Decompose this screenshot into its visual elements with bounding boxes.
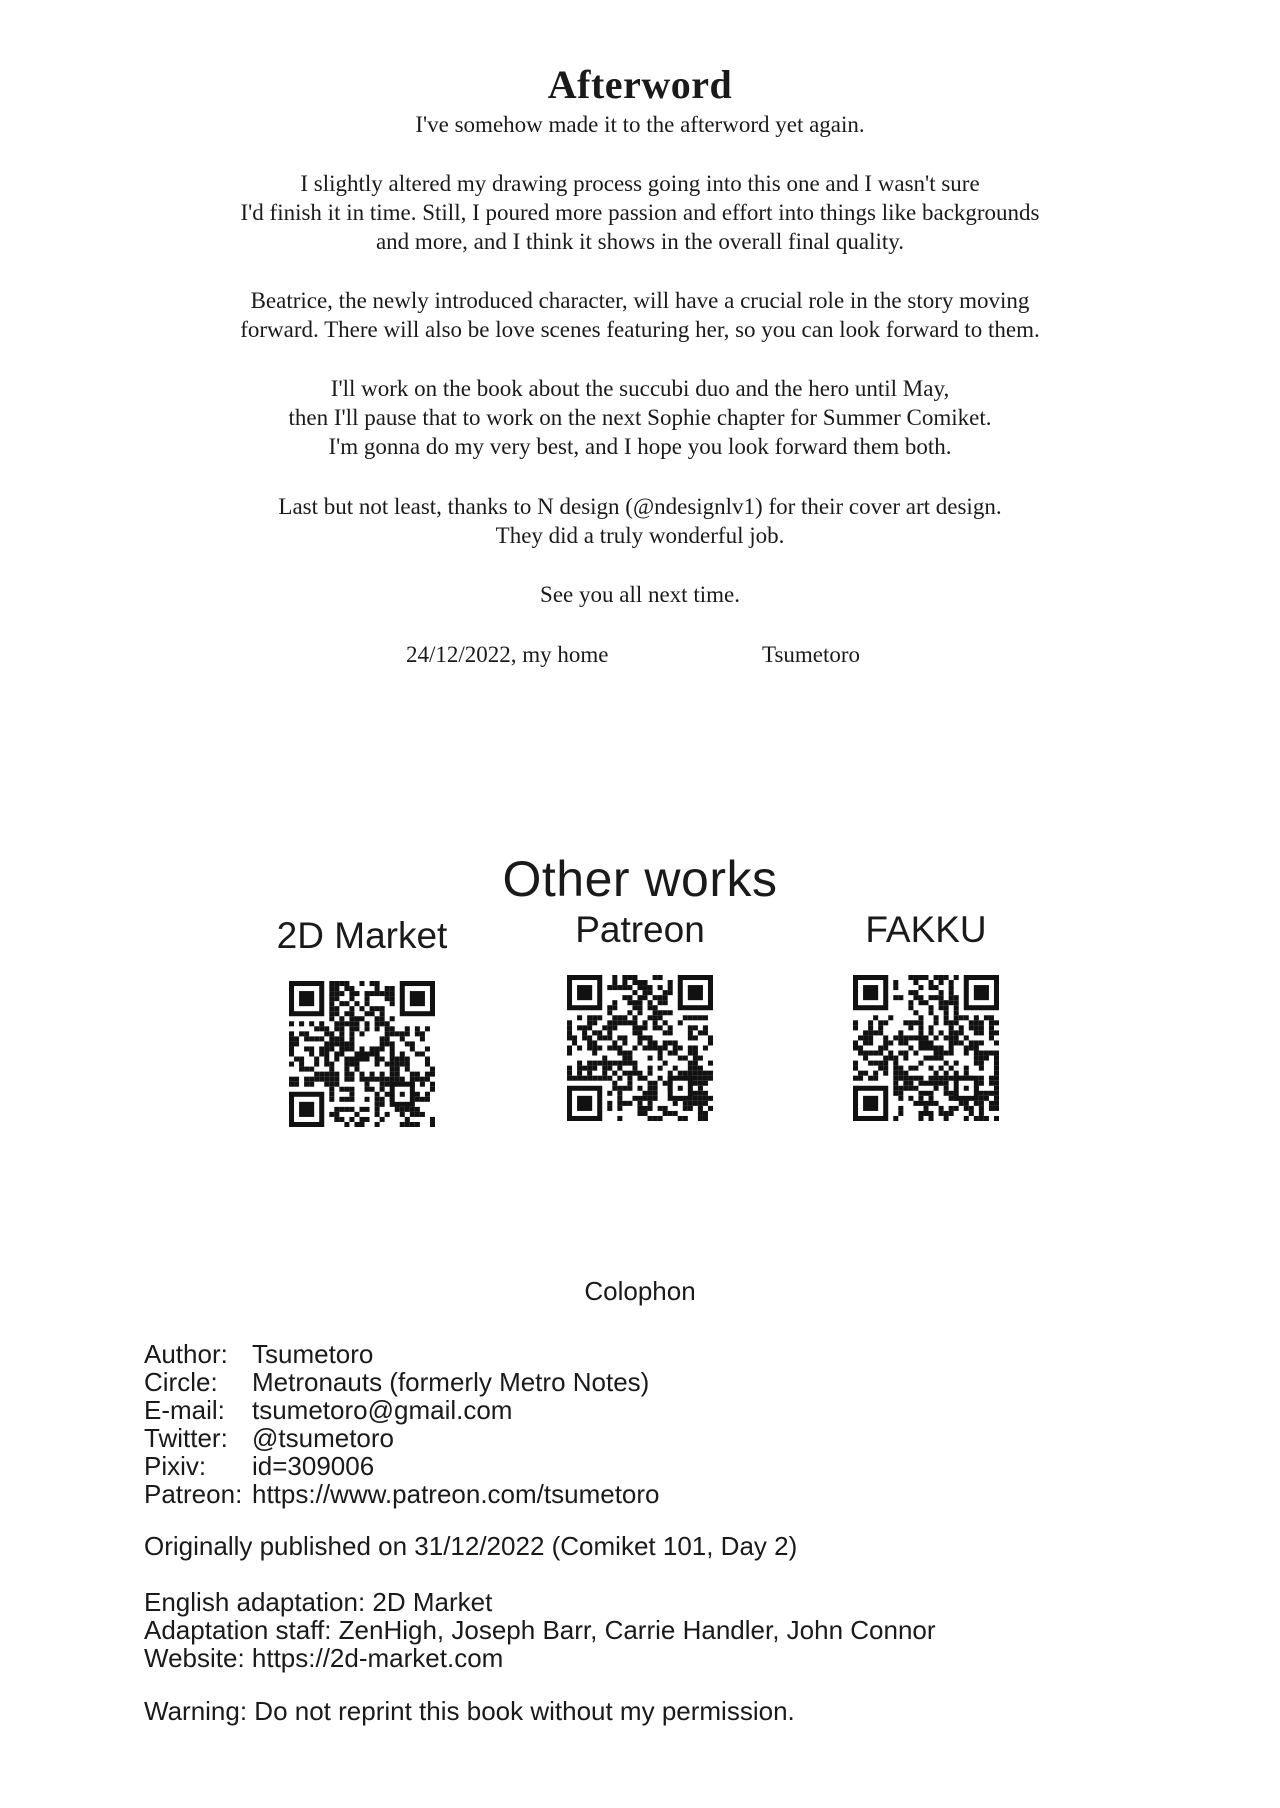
adaptation-line: English adaptation: 2D Market	[144, 1587, 493, 1617]
afterword-line: then I'll pause that to work on the next Sophie chapter for Summer Comiket.	[288, 405, 992, 430]
other-works-title: Other works	[502, 850, 778, 907]
afterword-line: I slightly altered my drawing process going into this one and I wasn't sure	[300, 171, 980, 196]
colophon-adaptation	[144, 1588, 936, 1672]
afterword-paragraph-3	[0, 286, 1280, 344]
work-label: FAKKU	[865, 909, 987, 950]
colophon-key: Author:	[144, 1339, 228, 1369]
colophon-value: tsumetoro@gmail.com	[252, 1395, 513, 1425]
afterword-line: I'm gonna do my very best, and I hope you look forward them both.	[328, 434, 952, 459]
afterword-paragraph-4	[0, 374, 1280, 461]
work-fakku[interactable]	[816, 905, 1036, 1121]
published-line: Originally published on 31/12/2022 (Comiket 101, Day 2)	[144, 1531, 798, 1561]
afterword-line: I'd finish it in time. Still, I poured more passion and effort into things like backgrounds	[240, 200, 1040, 225]
colophon-row-twitter	[144, 1424, 660, 1452]
afterword-paragraph-2	[0, 169, 1280, 256]
colophon-row-pixiv	[144, 1452, 660, 1480]
colophon-row-author	[144, 1340, 660, 1368]
afterword-title: Afterword	[547, 61, 733, 107]
work-2d-market[interactable]	[252, 911, 472, 1127]
colophon-key: Circle:	[144, 1367, 218, 1397]
colophon-row-patreon	[144, 1480, 660, 1508]
colophon-key: Pixiv:	[144, 1451, 207, 1481]
work-label: 2D Market	[276, 915, 448, 956]
colophon-value: id=309006	[252, 1451, 375, 1481]
afterword-line: I'll work on the book about the succubi duo and the hero until May,	[330, 376, 950, 401]
afterword-paragraph-6	[0, 580, 1280, 609]
afterword-line: and more, and I think it shows in the overall final quality.	[375, 229, 905, 254]
colophon-key: Patreon:	[144, 1479, 243, 1509]
work-patreon[interactable]	[530, 905, 750, 1121]
afterword-line: forward. There will also be love scenes featuring her, so you can look forward to them.	[240, 317, 1040, 342]
colophon-warning	[144, 1697, 795, 1725]
afterword-paragraph-1	[0, 110, 1280, 139]
colophon-value: Metronauts (formerly Metro Notes)	[252, 1367, 650, 1397]
qr-code-icon[interactable]	[853, 975, 999, 1121]
colophon-title: Colophon	[584, 1276, 696, 1306]
afterword-line: They did a truly wonderful job.	[495, 523, 785, 548]
signature-date: 24/12/2022, my home	[406, 642, 609, 667]
adaptation-line: Website: https://2d-market.com	[144, 1643, 504, 1673]
afterword-line: I've somehow made it to the afterword yet again.	[415, 112, 865, 137]
adaptation-line: Adaptation staff: ZenHigh, Joseph Barr, Carrie Handler, John Connor	[144, 1615, 936, 1645]
qr-code-icon[interactable]	[567, 975, 713, 1121]
warning-line: Warning: Do not reprint this book without my permission.	[144, 1696, 795, 1726]
colophon-row-circle	[144, 1368, 660, 1396]
colophon-key: Twitter:	[144, 1423, 228, 1453]
afterword-line: See you all next time.	[540, 582, 740, 607]
qr-code-icon[interactable]	[289, 981, 435, 1127]
signature-name: Tsumetoro	[762, 642, 861, 667]
afterword-paragraph-5	[0, 492, 1280, 550]
colophon-published	[144, 1532, 797, 1560]
colophon-info	[144, 1340, 660, 1508]
colophon-value: https://www.patreon.com/tsumetoro	[252, 1479, 660, 1509]
colophon-key: E-mail:	[144, 1395, 225, 1425]
afterword-line: Beatrice, the newly introduced character, will have a crucial role in the story moving	[250, 288, 1030, 313]
colophon-row-email	[144, 1396, 660, 1424]
work-label: Patreon	[575, 909, 705, 950]
colophon-value: @tsumetoro	[252, 1423, 394, 1453]
colophon-value: Tsumetoro	[252, 1339, 374, 1369]
afterword-line: Last but not least, thanks to N design (@ndesignlv1) for their cover art design.	[278, 494, 1002, 519]
